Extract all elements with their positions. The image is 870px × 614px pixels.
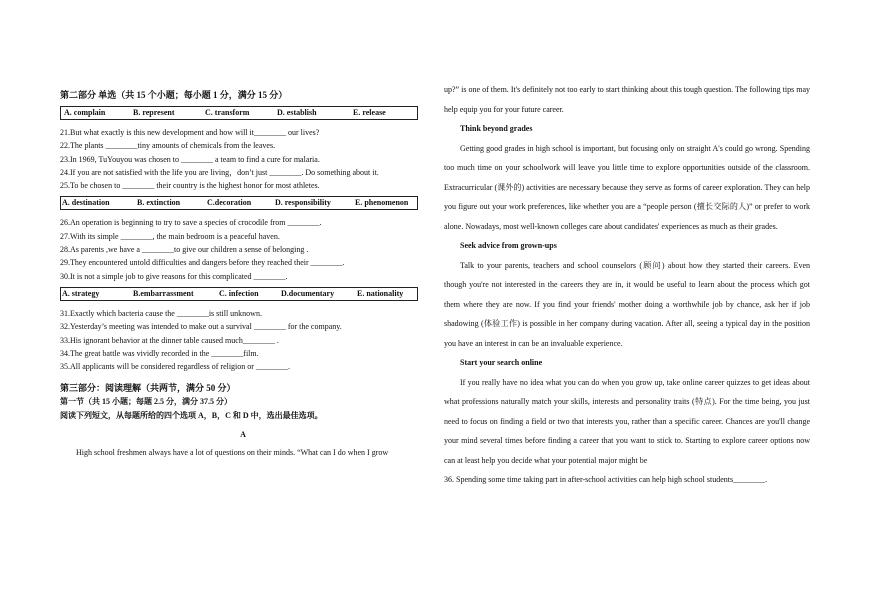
option: E. release xyxy=(353,108,386,117)
option: A. destination xyxy=(62,198,110,208)
right-column xyxy=(444,80,810,490)
passage-opening: High school freshmen always have a lot of questions on their minds. “What can I do when I grow xyxy=(76,448,389,458)
question-item: 31.Exactly which bacteria cause the ________is still unknown. xyxy=(60,308,262,318)
option: D. establish xyxy=(277,108,317,117)
question-item: 24.If you are not satisfied with the life you are living，don’t just ________. Do something about it. xyxy=(60,167,379,177)
question-item: 27.With its simple ________, the main bedroom is a peaceful haven. xyxy=(60,231,280,241)
option: A. complain xyxy=(64,108,106,117)
part3-title: 第三部分：阅读理解（共两节，满分 50 分） xyxy=(60,383,236,394)
passage-paragraph: up?” is one of them. It's definitely not too early to start thinking about this tough question. The following tips may help equip you for your future career. xyxy=(444,85,810,114)
option: C. transform xyxy=(205,108,250,117)
passage-letter: A xyxy=(240,430,246,440)
question-item: 29.They encountered untold difficulties and dangers before they reached their ________. xyxy=(60,258,345,268)
section1-heading: 第一节（共 15 小题；每题 2.5 分，满分 37.5 分） xyxy=(60,397,232,407)
option: E. phenomenon xyxy=(355,198,409,208)
left-column xyxy=(60,88,426,460)
question-item: 30.It is not a simple job to give reasons for this complicated ________. xyxy=(60,271,288,281)
option: B.embarrassment xyxy=(133,288,194,298)
option: E. nationality xyxy=(357,288,404,298)
option-box-1 xyxy=(60,106,418,120)
reading-instruction: 阅读下列短文，从每题所给的四个选项 A，B，C 和 D 中，选出最佳选项。 xyxy=(60,410,323,420)
passage-paragraph: Getting good grades in high school is important, but focusing only on straight A's could go wrong. Spending too much time on your schoolwork will leave you little time to explore opportunities outside of the classroom. Extracurricular (课外的) activities are necessary because they serve as forms of career exploration. They can help you figure out your work preferences, like whether you are a “people person (擅长交际的人)” or prefer to work alone. Nowadays, most well-known colleges care about candidates' experiences as much as their grades. xyxy=(444,143,810,231)
subheading: Start your search online xyxy=(460,358,543,367)
question-item: 22.The plants ________tiny amounts of chemicals from the leaves. xyxy=(60,141,276,151)
option: D.documentary xyxy=(281,288,335,298)
question-item: 33.His ignorant behavior at the dinner table caused much________ . xyxy=(60,335,279,345)
question-item: 32.Yesterday’s meeting was intended to make out a survival ________ for the company. xyxy=(60,322,342,332)
question-item: 21.But what exactly is this new development and how will it________ our lives? xyxy=(60,128,320,137)
option-box-3 xyxy=(60,287,418,301)
subheading: Seek advice from grown-ups xyxy=(460,241,557,250)
question-item: 26.An operation is beginning to try to save a species of crocodile from ________. xyxy=(60,218,322,228)
option: B. represent xyxy=(133,108,175,117)
passage-paragraph: Talk to your parents, teachers and school counselors (顾问) about how they started their careers. Even though you're not interested in the careers they are in, it would be useful to learn about the process which got them where they are now. If you find your friends' mother doing a worthwhile job by chance, ask her if job shadowing (体验工作) is possible in her company during vacation. After all, seeing a typical day in the position you have an interest in can be an invaluable experience. xyxy=(444,260,810,348)
question-item: 23.In 1969, TuYouyou was chosen to ________ a team to find a cure for malaria. xyxy=(60,154,320,164)
part2-title: 第二部分 单选（共 15 个小题；每小题 1 分，满分 15 分） xyxy=(60,90,288,100)
subheading: Think beyond grades xyxy=(460,124,533,133)
option-box-2 xyxy=(60,196,418,210)
question-item: 34.The great battle was vividly recorded in the ________film. xyxy=(60,348,259,358)
question-item: 28.As parents ,we have a ________to give our children a sense of belonging . xyxy=(60,245,309,255)
option: C. infection xyxy=(219,288,259,298)
question-item: 35.All applicants will be considered regardless of religion or ________. xyxy=(60,362,290,372)
question-36: 36. Spending some time taking part in after-school activities can help high school students________. xyxy=(444,475,768,484)
passage-paragraph: If you really have no idea what you can do when you grow up, take online career quizzes to get ideas about what professions naturally match your skills, interests and personality traits (特点). For the time being, you just need to focus on finding a field or two that interests you, rather than a specific career. Chances are you'll change your mind several times before finding a career that you want to stick to. Starting to explore career options now can at least help you decide what your potential major might be xyxy=(444,377,810,465)
option: B. extinction xyxy=(137,198,181,208)
option: D. responsibility xyxy=(275,198,331,208)
question-item: 25.To be chosen to ________ their country is the highest honor for most athletes. xyxy=(60,181,320,191)
option: C.decoration xyxy=(207,198,252,208)
option: A. strategy xyxy=(62,288,100,298)
